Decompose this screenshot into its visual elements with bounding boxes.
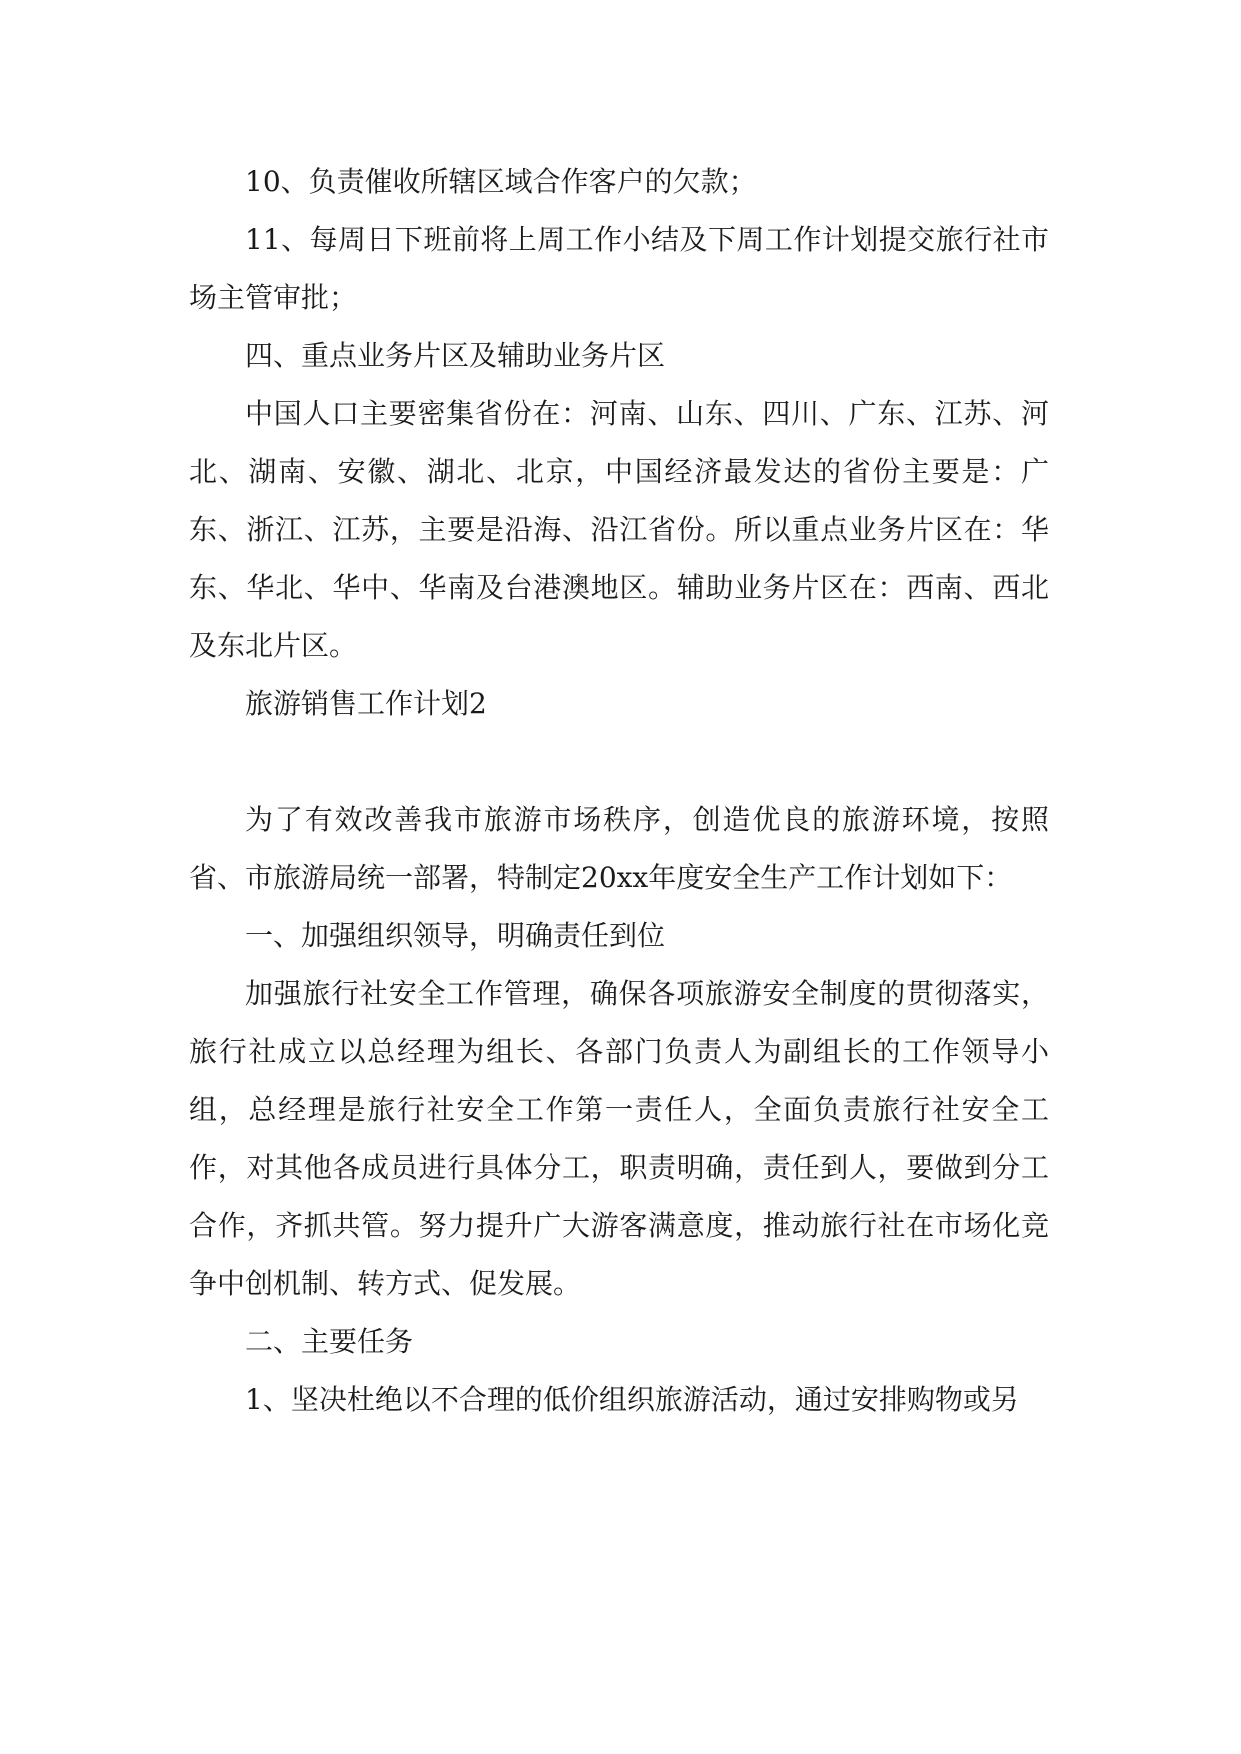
document-body — [189, 153, 1049, 1429]
paragraph-item-10: 10、负责催收所辖区域合作客户的欠款； — [245, 165, 757, 198]
paragraph-population-regions: 中国人口主要密集省份在：河南、山东、四川、广东、江苏、河北、湖南、安徽、湖北、北京，中国经济最发达的省份主要是：广东、浙江、江苏，主要是沿海、沿江省份。所以重点业务片区在：华东、华北、华中、华南及台港澳地区。辅助业务片区在：西南、西北及东北片区。 — [189, 397, 1049, 662]
paragraph-item-11: 11、每周日下班前将上周工作小结及下周工作计划提交旅行社市场主管审批； — [189, 223, 1049, 314]
section-heading-main-tasks: 二、主要任务 — [245, 1325, 414, 1358]
paragraph-intro: 为了有效改善我市旅游市场秩序，创造优良的旅游环境，按照省、市旅游局统一部署，特制定20xx年度安全生产工作计划如下： — [189, 803, 1049, 894]
document-subtitle: 旅游销售工作计划2 — [245, 687, 487, 720]
section-heading-organization: 一、加强组织领导，明确责任到位 — [245, 919, 666, 952]
paragraph-task-1: 1、坚决杜绝以不合理的低价组织旅游活动，通过安排购物或另 — [245, 1383, 1019, 1416]
paragraph-safety-management: 加强旅行社安全工作管理，确保各项旅游安全制度的贯彻落实，旅行社成立以总经理为组长、各部门负责人为副组长的工作领导小组，总经理是旅行社安全工作第一责任人，全面负责旅行社安全工作，对其他各成员进行具体分工，职责明确，责任到人，要做到分工合作，齐抓共管。努力提升广大游客满意度，推动旅行社在市场化竞争中创机制、转方式、促发展。 — [189, 977, 1049, 1300]
section-heading-key-areas: 四、重点业务片区及辅助业务片区 — [245, 339, 666, 372]
blank-line — [189, 733, 1049, 791]
